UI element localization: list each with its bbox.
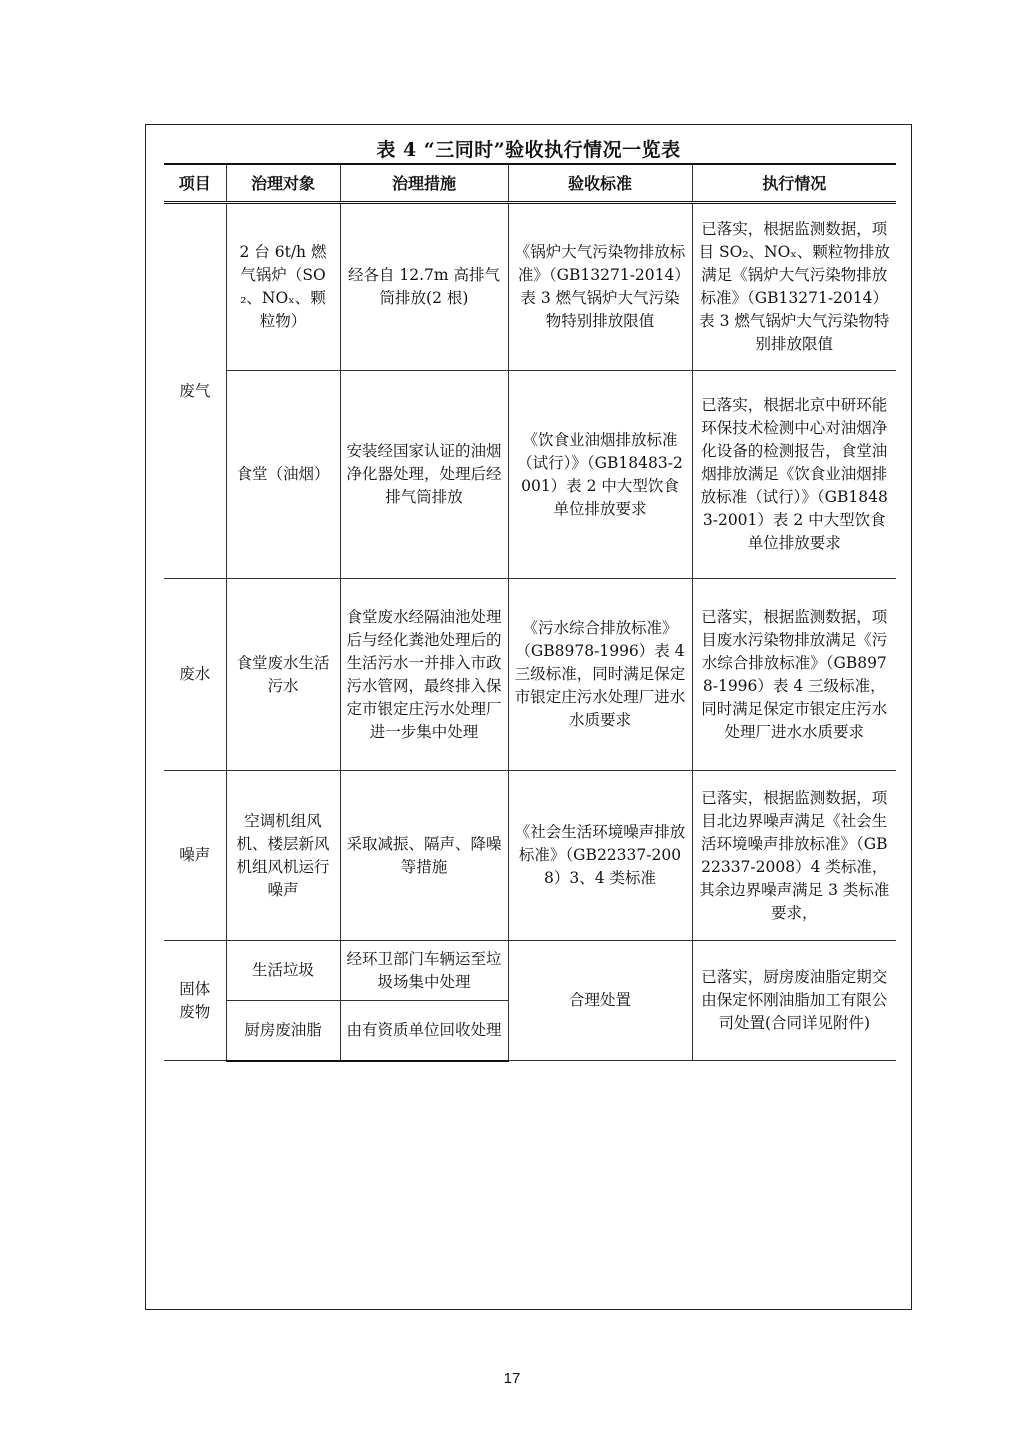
category-cell-solid-waste: 固体废物 xyxy=(164,941,226,1061)
table-title: 表 4 “三同时”验收执行情况一览表 xyxy=(376,139,681,161)
table-row xyxy=(164,941,896,1001)
measure-cell: 采取减振、隔声、降噪等措施 xyxy=(340,771,508,941)
measure-cell: 食堂废水经隔油池处理后与经化粪池处理后的生活污水一并排入市政污水管网，最终排入保定市银定庄污水处理厂进一步集中处理 xyxy=(340,579,508,771)
table-row xyxy=(164,371,896,579)
object-cell: 食堂废水生活污水 xyxy=(226,579,340,771)
measure-cell: 经各自 12.7m 高排气筒排放(2 根) xyxy=(340,203,508,371)
measure-cell: 由有资质单位回收处理 xyxy=(340,1001,508,1061)
header-measure: 治理措施 xyxy=(340,164,508,203)
header-standard: 验收标准 xyxy=(508,164,692,203)
status-cell: 已落实，根据监测数据，项目废水污染物排放满足《污水综合排放标准》（GB8978-1996）表 4 三级标准，同时满足保定市银定庄污水处理厂进水水质要求 xyxy=(692,579,896,771)
object-cell: 空调机组风机、楼层新风机组风机运行噪声 xyxy=(226,771,340,941)
table-row xyxy=(164,771,896,941)
standard-cell: 《污水综合排放标准》（GB8978-1996）表 4 三级标准，同时满足保定市银定庄污水处理厂进水水质要求 xyxy=(508,579,692,771)
table-row xyxy=(164,203,896,371)
category-cell-waste-gas: 废气 xyxy=(164,203,226,579)
status-cell: 已落实，厨房废油脂定期交由保定怀刚油脂加工有限公司处置(合同详见附件) xyxy=(692,941,896,1061)
standard-cell: 《饮食业油烟排放标准（试行）》（GB18483-2001）表 2 中大型饮食单位排放要求 xyxy=(508,371,692,579)
table-header-row xyxy=(164,164,896,203)
status-cell: 已落实，根据监测数据，项目北边界噪声满足《社会生活环境噪声排放标准》（GB22337-2008）4 类标准，其余边界噪声满足 3 类标准要求， xyxy=(692,771,896,941)
standard-cell: 《社会生活环境噪声排放标准》（GB22337-2008）3、4 类标准 xyxy=(508,771,692,941)
table-row xyxy=(164,579,896,771)
object-cell: 厨房废油脂 xyxy=(226,1001,340,1061)
object-cell: 食堂（油烟） xyxy=(226,371,340,579)
header-status: 执行情况 xyxy=(692,164,896,203)
header-category: 项目 xyxy=(164,164,226,203)
acceptance-table xyxy=(164,163,896,1062)
measure-cell: 安装经国家认证的油烟净化器处理，处理后经排气筒排放 xyxy=(340,371,508,579)
object-cell: 生活垃圾 xyxy=(226,941,340,1001)
standard-cell: 合理处置 xyxy=(508,941,692,1061)
category-cell-waste-water: 废水 xyxy=(164,579,226,771)
status-cell: 已落实，根据北京中研环能环保技术检测中心对油烟净化设备的检测报告，食堂油烟排放满足《饮食业油烟排放标准（试行）》（GB18483-2001）表 2 中大型饮食单位排放要求 xyxy=(692,371,896,579)
document-frame xyxy=(145,124,912,1310)
page-number: 17 xyxy=(503,1370,521,1387)
header-object: 治理对象 xyxy=(226,164,340,203)
status-cell: 已落实，根据监测数据，项目 SO₂、NOₓ、颗粒物排放满足《锅炉大气污染物排放标准》（GB13271-2014）表 3 燃气锅炉大气污染物特别排放限值 xyxy=(692,203,896,371)
standard-cell: 《锅炉大气污染物排放标准》（GB13271-2014）表 3 燃气锅炉大气污染物特别排放限值 xyxy=(508,203,692,371)
category-cell-noise: 噪声 xyxy=(164,771,226,941)
object-cell: 2 台 6t/h 燃气锅炉（SO₂、NOₓ、颗粒物） xyxy=(226,203,340,371)
measure-cell: 经环卫部门车辆运至垃圾场集中处理 xyxy=(340,941,508,1001)
